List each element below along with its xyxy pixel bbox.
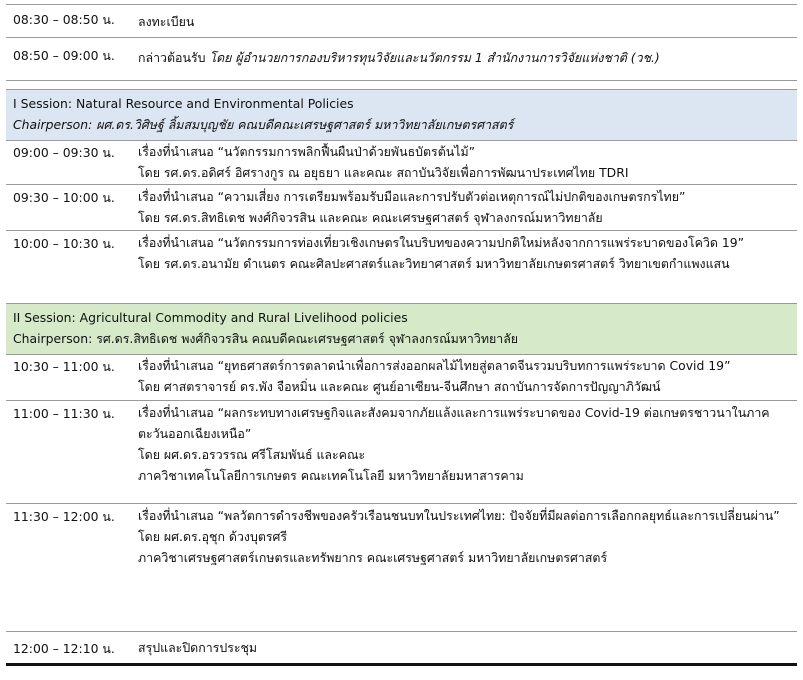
session-2-title: II Session: Agricultural Commodity and Rural Livelihood policies [13,310,408,325]
time-cell: 10:30 – 11:00 น. [13,359,115,374]
talk-speaker: โดย รศ.ดร.อดิศร์ อิศรางกูร ณ อยุธยา และคณะ สถาบันวิจัยเพื่อการพัฒนาประเทศไทย TDRI [138,165,629,180]
talk-title: เรื่องที่นำเสนอ “นวัตกรรมการพลิกฟื้นผืนป่าด้วยพันธบัตรต้นไม้” [138,144,476,159]
welcome-text: โดย ผู้อำนวยการกองบริหารทุนวิจัยและนวัตกรรม 1 สำนักงานการวิจัยแห่งชาติ (วช.) [209,50,660,65]
time-cell: 11:00 – 11:30 น. [13,406,115,421]
session-1-header [6,89,797,141]
talk-speaker: โดย ผศ.ดร.อุชุก ด้วงบุตรศรี [138,529,288,544]
agenda-row-s1-1 [6,141,797,185]
time-cell: 08:50 – 09:00 น. [13,48,115,63]
agenda-row-closing [6,632,797,666]
agenda-row-s2-1 [6,355,797,401]
agenda-row-s1-2 [6,185,797,231]
talk-affiliation: ภาควิชาเศรษฐศาสตร์เกษตรและทรัพยากร คณะเศรษฐศาสตร์ มหาวิทยาลัยเกษตรศาสตร์ [138,550,608,565]
session-1-chair: Chairperson: ผศ.ดร.วิศิษฐ์ ลิ้มสมบุญชัย คณบดีคณะเศรษฐศาสตร์ มหาวิทยาลัยเกษตรศาสตร์ [13,117,514,132]
time-cell: 10:00 – 10:30 น. [13,236,115,251]
time-cell: 12:00 – 12:10 น. [13,641,115,656]
time-cell: 11:30 – 12:00 น. [13,509,115,524]
talk-speaker: โดย ผศ.ดร.อรวรรณ ศรีโสมพันธ์ และคณะ [138,447,366,462]
talk-speaker: โดย รศ.ดร.อนามัย ดำเนตร คณะศิลปะศาสตร์และวิทยาศาสตร์ มหาวิทยาลัยเกษตรศาสตร์ วิทยาเขตกำแพงแสน [138,256,730,271]
agenda-row-s2-2 [6,401,797,504]
closing-text: สรุปและปิดการประชุม [138,640,258,655]
talk-speaker: โดย รศ.ดร.สิทธิเดช พงศ์กิจวรสิน และคณะ คณะเศรษฐศาสตร์ จุฬาลงกรณ์มหาวิทยาลัย [138,210,603,225]
talk-title: เรื่องที่นำเสนอ “นวัตกรรมการท่องเที่ยวเชิงเกษตรในบริบทของความปกติใหม่หลังจากการแพร่ระบาดของโควิด 19” [138,235,745,250]
time-cell: 09:30 – 10:00 น. [13,190,115,205]
agenda-table [6,4,797,666]
time-cell: 09:00 – 09:30 น. [13,145,115,160]
session-2-chair: Chairperson: รศ.ดร.สิทธิเดช พงศ์กิจวรสิน คณบดีคณะเศรษฐศาสตร์ จุฬาลงกรณ์มหาวิทยาลัย [13,331,519,346]
spacer [6,283,797,303]
session-2-header [6,303,797,355]
agenda-row-welcome [6,38,797,81]
time-cell: 08:30 – 08:50 น. [13,12,115,27]
welcome-lead: กล่าวต้อนรับ [138,50,206,65]
talk-title: เรื่องที่นำเสนอ “พลวัตการดำรงชีพของครัวเรือนชนบทในประเทศไทย: ปัจจัยที่มีผลต่อการเลือกกลยุทธ์และการเปลี่ยนผ่าน” [138,508,780,523]
agenda-row-s2-3 [6,504,797,632]
talk-speaker: โดย ศาสตราจารย์ ดร.พัง จือหมิ่น และคณะ ศูนย์อาเซียน-จีนศึกษา สถาบันการจัดการปัญญาภิวัฒน์ [138,379,661,394]
session-1-title: I Session: Natural Resource and Environmental Policies [13,96,354,111]
talk-title: เรื่องที่นำเสนอ “ยุทธศาสตร์การตลาดนำเพื่อการส่งออกผลไม้ไทยสู่ตลาดจีนรวมบริบทการแพร่ระบาด Covid 19” [138,358,731,373]
agenda-row-registration [6,4,797,38]
agenda-row-s1-3 [6,231,797,283]
registration-text: ลงทะเบียน [138,14,195,29]
talk-title: เรื่องที่นำเสนอ “ผลกระทบทางเศรษฐกิจและสังคมจากภัยแล้งและการแพร่ระบาดของ Covid-19 ต่อเกษตรชาวนาในภาคตะวันออกเฉียงเหนือ” [138,405,770,441]
talk-affiliation: ภาควิชาเทคโนโลยีการเกษตร คณะเทคโนโลยี มหาวิทยาลัยมหาสารคาม [138,468,524,483]
talk-title: เรื่องที่นำเสนอ “ความเสี่ยง การเตรียมพร้อมรับมือและการปรับตัวต่อเหตุการณ์ไม่ปกติของเกษตรกรไทย” [138,189,686,204]
